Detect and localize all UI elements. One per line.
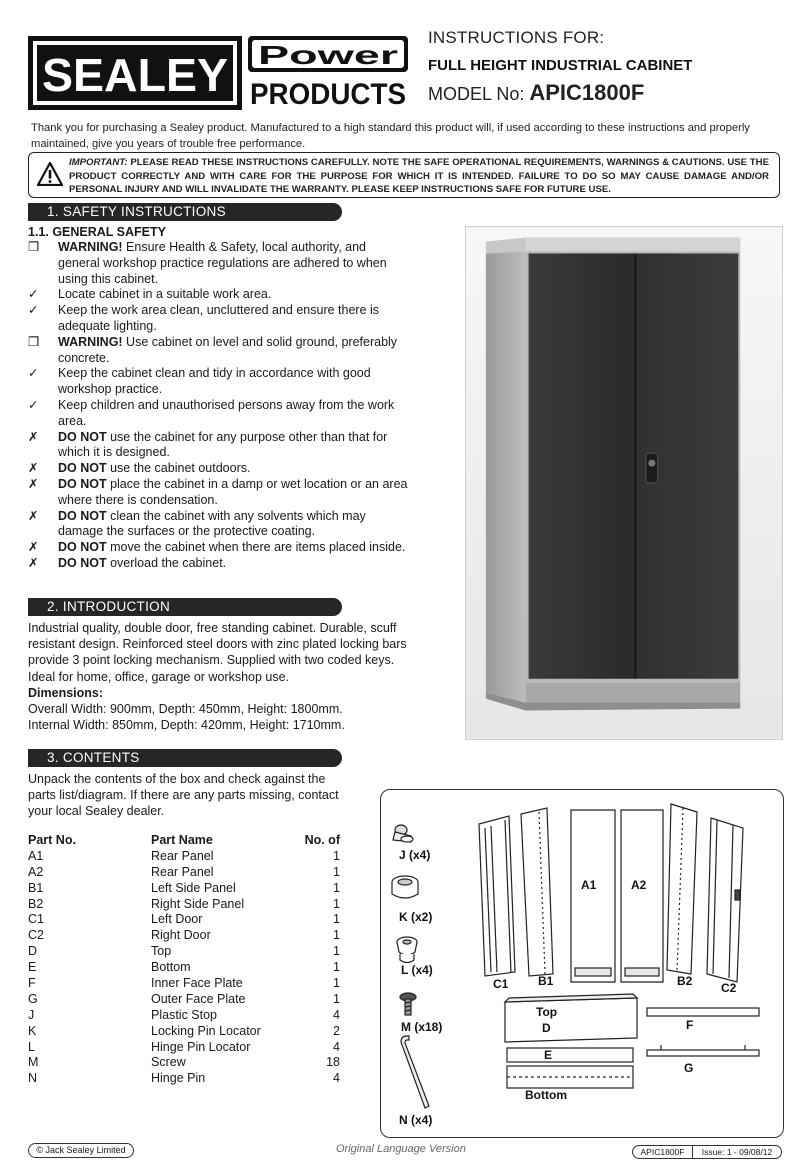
part-number-cell: J — [28, 1007, 35, 1022]
part-quantity-cell: 1 — [333, 880, 340, 895]
part-quantity-cell: 1 — [333, 864, 340, 879]
model-line — [428, 80, 788, 106]
part-quantity-cell: 18 — [326, 1055, 340, 1070]
safety-item-emphasis: DO NOT — [58, 508, 107, 523]
safety-item-body: move the cabinet when there are items placed inside. — [106, 540, 406, 555]
safety-item-text — [58, 303, 410, 335]
section-heading-introduction: 2. INTRODUCTION — [28, 598, 342, 616]
safety-item-marker: ✓ — [28, 287, 39, 302]
bottom-panel-part-e — [507, 1048, 633, 1088]
part-number-cell: F — [28, 976, 36, 991]
cabinet-photo — [465, 226, 783, 740]
table-row — [28, 944, 340, 960]
right-door-part-c2 — [707, 818, 743, 982]
part-number-cell: C2 — [28, 928, 44, 943]
safety-item-text — [58, 366, 410, 398]
logo-sealey-text: SEALEY — [42, 49, 228, 101]
table-row — [28, 912, 340, 928]
part-number-cell: A1 — [28, 848, 44, 863]
table-row — [28, 881, 340, 897]
safety-item-text — [58, 287, 410, 303]
part-quantity-cell: 4 — [333, 1007, 340, 1022]
label-part-j: J (x4) — [399, 848, 431, 862]
safety-item-text — [58, 430, 410, 462]
section-heading-contents: 3. CONTENTS — [28, 749, 342, 767]
important-notice — [28, 152, 780, 198]
header-part-name: Part Name — [151, 833, 213, 847]
part-quantity-cell: 4 — [333, 1071, 340, 1086]
safety-item — [28, 477, 410, 509]
plastic-stop-part-j — [393, 825, 413, 842]
part-number-cell: L — [28, 1039, 35, 1054]
label-part-l: L (x4) — [401, 963, 433, 977]
safety-item-text — [58, 556, 410, 572]
product-title: FULL HEIGHT INDUSTRIAL CABINET — [428, 57, 693, 74]
instructions-for-label: INSTRUCTIONS FOR: — [428, 28, 605, 47]
outer-face-plate-part-g — [647, 1045, 759, 1056]
part-quantity-cell: 1 — [333, 848, 340, 863]
footer-model: APIC1800F — [633, 1146, 693, 1158]
label-part-k: K (x2) — [399, 910, 433, 924]
contents-intro-text: Unpack the contents of the box and check against the parts list/diagram. If there are any parts missing, contact your local Sealey dealer. — [28, 772, 339, 819]
general-safety-subheading: 1.1. GENERAL SAFETY — [28, 225, 166, 239]
safety-item-text — [58, 477, 410, 509]
table-row — [28, 849, 340, 865]
safety-item-text — [58, 461, 410, 477]
safety-item-emphasis: DO NOT — [58, 540, 107, 555]
right-side-panel-part-b2 — [667, 804, 697, 974]
safety-item-marker: ✓ — [28, 366, 39, 381]
model-label: MODEL No: — [428, 84, 525, 104]
part-name-cell: Hinge Pin — [151, 1071, 206, 1086]
part-name-cell: Right Door — [151, 928, 211, 943]
part-name-cell: Left Door — [151, 912, 203, 927]
safety-item-marker: ✗ — [28, 555, 39, 570]
warning-triangle-icon — [37, 162, 63, 186]
part-number-cell: D — [28, 944, 38, 959]
part-number-cell: N — [28, 1071, 38, 1086]
thank-you-text: Thank you for purchasing a Sealey product. Manufactured to a high standard this product will, if used according to these instructions and properly maintained, give you years of trouble free performance. — [31, 122, 750, 150]
parts-table-header — [28, 833, 340, 849]
part-quantity-cell: 1 — [333, 976, 340, 991]
part-quantity-cell: 1 — [333, 912, 340, 927]
safety-list — [28, 240, 410, 572]
dimensions-heading: Dimensions: — [28, 685, 104, 700]
overall-dimensions: Overall Width: 900mm, Depth: 450mm, Height: 1800mm. — [28, 702, 343, 717]
section-heading-safety: 1. SAFETY INSTRUCTIONS — [28, 203, 342, 221]
safety-item-emphasis: DO NOT — [58, 476, 107, 491]
parts-table-body — [28, 849, 340, 1087]
safety-item-body: Keep the work area clean, uncluttered and ensure there is adequate lighting. — [58, 303, 380, 333]
safety-item-marker: ✗ — [28, 476, 39, 491]
model-number: APIC1800F — [529, 80, 645, 105]
safety-item-body: place the cabinet in a damp or wet location or an area where there is condensation. — [58, 476, 408, 507]
inner-face-plate-part-f — [647, 1008, 759, 1016]
part-number-cell: C1 — [28, 912, 44, 927]
safety-item — [28, 240, 410, 287]
table-row — [28, 865, 340, 881]
safety-item-emphasis: DO NOT — [58, 429, 107, 444]
label-part-g: G — [684, 1061, 694, 1075]
safety-item — [28, 398, 410, 430]
important-text: PLEASE READ THESE INSTRUCTIONS CAREFULLY. NOTE THE SAFE OPERATIONAL REQUIREMENTS, WARNINGS & CAUTIONS. USE THE PRODUCT CORRECTLY AND WITH CARE FOR THE PURPOSE FOR WHICH IT IS INTENDED. FAILURE TO DO SO MAY CAUSE DAMAGE AND/OR PERSONAL INJURY AND WILL INVALIDATE THE WARRANTY. PLEASE KEEP INSTRUCTIONS SAFE FOR FUTURE USE. — [69, 157, 769, 196]
safety-item-emphasis: DO NOT — [58, 461, 107, 476]
safety-item-marker: ✗ — [28, 508, 39, 523]
safety-item — [28, 461, 410, 477]
safety-item-body: use the cabinet outdoors. — [106, 461, 251, 476]
part-number-cell: E — [28, 960, 37, 975]
safety-item — [28, 509, 410, 541]
part-name-cell: Right Side Panel — [151, 896, 245, 911]
locking-pin-locator-part-k — [392, 876, 418, 898]
safety-item-body: Keep the cabinet clean and tidy in accordance with good workshop practice. — [58, 366, 371, 397]
issue-badge — [632, 1145, 782, 1159]
document-header — [428, 28, 788, 106]
label-part-a2: A2 — [631, 878, 647, 892]
left-door-part-c1 — [479, 816, 515, 976]
part-quantity-cell: 1 — [333, 928, 340, 943]
hinge-pin-locator-part-l — [397, 937, 417, 963]
parts-diagram — [380, 789, 784, 1138]
label-part-m: M (x18) — [401, 1020, 443, 1034]
original-language-note: Original Language Version — [336, 1143, 466, 1155]
table-row — [28, 1024, 340, 1040]
part-name-cell: Screw — [151, 1055, 186, 1070]
part-number-cell: G — [28, 991, 38, 1006]
table-row — [28, 897, 340, 913]
safety-item-marker: ❒ — [28, 334, 40, 349]
label-part-c1: C1 — [493, 977, 509, 991]
safety-item — [28, 540, 410, 556]
safety-item-marker: ✓ — [28, 303, 39, 318]
safety-item-text — [58, 398, 410, 430]
logo-products-text: PRODUCTS — [250, 78, 406, 110]
internal-dimensions: Internal Width: 850mm, Depth: 420mm, Height: 1710mm. — [28, 718, 345, 733]
label-top: Top — [536, 1005, 558, 1019]
table-row — [28, 1040, 340, 1056]
safety-item-emphasis: WARNING! — [58, 334, 123, 349]
safety-item-body: Locate cabinet in a suitable work area. — [58, 287, 272, 302]
screw-part-m — [400, 993, 416, 1015]
header-part-no: Part No. — [28, 833, 76, 847]
safety-item-text — [58, 240, 410, 287]
safety-item-marker: ✗ — [28, 540, 39, 555]
part-name-cell: Bottom — [151, 960, 191, 975]
part-name-cell: Left Side Panel — [151, 880, 236, 895]
safety-item-text — [58, 509, 410, 541]
safety-item — [28, 303, 410, 335]
safety-item-body: use the cabinet for any purpose other than that for which it is designed. — [58, 429, 388, 460]
safety-item-body: Keep children and unauthorised persons away from the work area. — [58, 397, 395, 428]
table-row — [28, 1071, 340, 1087]
label-part-d: D — [542, 1021, 551, 1035]
part-quantity-cell: 1 — [333, 944, 340, 959]
sealey-power-products-logo — [28, 36, 408, 110]
part-number-cell: M — [28, 1055, 39, 1070]
safety-item-body: Ensure Health & Safety, local authority, and general workshop practice regulations are adhered to when using this cabinet. — [58, 240, 387, 286]
safety-item-emphasis: WARNING! — [58, 240, 123, 254]
parts-table — [28, 833, 340, 1087]
part-name-cell: Inner Face Plate — [151, 976, 243, 991]
label-part-c2: C2 — [721, 981, 737, 995]
part-name-cell: Locking Pin Locator — [151, 1023, 261, 1038]
part-quantity-cell: 1 — [333, 896, 340, 911]
table-row — [28, 960, 340, 976]
table-row — [28, 1055, 340, 1071]
label-part-n: N (x4) — [399, 1113, 433, 1127]
safety-item — [28, 430, 410, 462]
safety-item-body: Use cabinet on level and solid ground, preferably concrete. — [58, 334, 398, 365]
rear-panel-part-a1 — [571, 810, 615, 982]
hinge-pin-part-n — [401, 1036, 429, 1108]
safety-item-marker: ✗ — [28, 429, 39, 444]
safety-item — [28, 335, 410, 367]
safety-item-text — [58, 540, 410, 556]
part-quantity-cell: 4 — [333, 1039, 340, 1054]
safety-item-emphasis: DO NOT — [58, 555, 107, 570]
safety-item — [28, 556, 410, 572]
safety-item-text — [58, 335, 410, 367]
table-row — [28, 928, 340, 944]
left-side-panel-part-b1 — [521, 808, 553, 976]
table-row — [28, 992, 340, 1008]
part-name-cell: Outer Face Plate — [151, 991, 246, 1006]
part-quantity-cell: 1 — [333, 991, 340, 1006]
safety-item — [28, 287, 410, 303]
part-number-cell: A2 — [28, 864, 44, 879]
safety-item-body: clean the cabinet with any solvents which may damage the surfaces or the protective coating. — [58, 508, 366, 539]
safety-item-marker: ❒ — [28, 240, 40, 254]
part-name-cell: Rear Panel — [151, 848, 214, 863]
label-part-a1: A1 — [581, 878, 597, 892]
label-part-f: F — [686, 1018, 694, 1032]
part-name-cell: Rear Panel — [151, 864, 214, 879]
part-quantity-cell: 1 — [333, 960, 340, 975]
table-row — [28, 976, 340, 992]
copyright-badge: © Jack Sealey Limited — [28, 1143, 134, 1158]
safety-item-marker: ✓ — [28, 397, 39, 412]
important-lead: IMPORTANT: — [69, 157, 128, 168]
introduction-text-block — [28, 620, 408, 733]
safety-item — [28, 366, 410, 398]
intro-description: Industrial quality, double door, free standing cabinet. Durable, scuff resistant design. Reinforced steel doors with zinc plated locking bars provide 3 point locking mechanism. Supplied with two coded keys. Ideal for home, office, garage or workshop use. — [28, 621, 407, 684]
label-part-e: E — [544, 1048, 553, 1062]
header-quantity: No. of — [304, 833, 340, 847]
safety-item-body: overload the cabinet. — [106, 555, 227, 570]
part-number-cell: K — [28, 1023, 37, 1038]
part-name-cell: Top — [151, 944, 172, 959]
label-part-b2: B2 — [677, 974, 693, 988]
parts-diagram-drawing — [381, 790, 785, 1139]
safety-item-marker: ✗ — [28, 461, 39, 476]
part-name-cell: Plastic Stop — [151, 1007, 218, 1022]
label-part-b1: B1 — [538, 974, 554, 988]
part-number-cell: B1 — [28, 880, 44, 895]
footer-issue: Issue: 1 - 09/08/12 — [701, 1147, 773, 1157]
label-bottom: Bottom — [525, 1088, 567, 1102]
logo-power-text: Power — [258, 40, 398, 70]
top-panel-part-d — [505, 994, 637, 1042]
rear-panel-part-a2 — [621, 810, 663, 982]
table-row — [28, 1008, 340, 1024]
part-name-cell: Hinge Pin Locator — [151, 1039, 251, 1054]
part-quantity-cell: 2 — [333, 1023, 340, 1038]
part-number-cell: B2 — [28, 896, 44, 911]
